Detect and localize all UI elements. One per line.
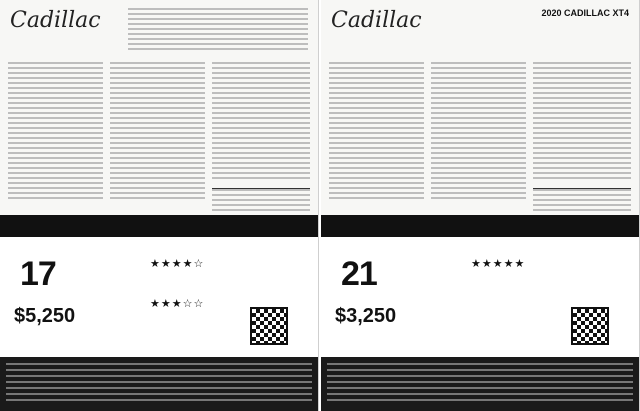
total-price-box [212, 188, 310, 213]
total-price-box [533, 188, 631, 213]
standard-equipment-column [8, 62, 103, 202]
combined-mpg: 21 [341, 255, 377, 293]
window-sticker-left [0, 0, 319, 411]
brand-logo: Cadillac [331, 8, 422, 33]
fuel-cost-value: $5,250 [14, 305, 76, 327]
options-column [533, 62, 631, 182]
fuel-economy-label [321, 237, 639, 357]
sticker-footer [321, 357, 639, 411]
options-column [212, 62, 310, 182]
standard-equipment-column [110, 62, 205, 202]
qr-code [250, 307, 288, 345]
fuel-economy-header-band [0, 215, 318, 237]
fuel-economy-header-band [321, 215, 639, 237]
sticker-footer [0, 357, 318, 411]
standard-equipment-column [431, 62, 526, 202]
window-sticker-right [321, 0, 640, 411]
rating-stars: ★★★★★ [471, 258, 526, 270]
brand-logo: Cadillac [10, 8, 101, 33]
rating-stars: ★★★★☆ [150, 258, 205, 270]
rating-stars: ★★★☆☆ [150, 298, 205, 310]
fuel-economy-label [0, 237, 318, 357]
standard-equipment-column [329, 62, 424, 202]
qr-code [571, 307, 609, 345]
fuel-cost-value: $3,250 [335, 305, 397, 327]
sticker-header [128, 8, 308, 52]
sticker-header: 2020 CADILLAC XT4 [541, 8, 629, 18]
combined-mpg: 17 [20, 255, 56, 293]
